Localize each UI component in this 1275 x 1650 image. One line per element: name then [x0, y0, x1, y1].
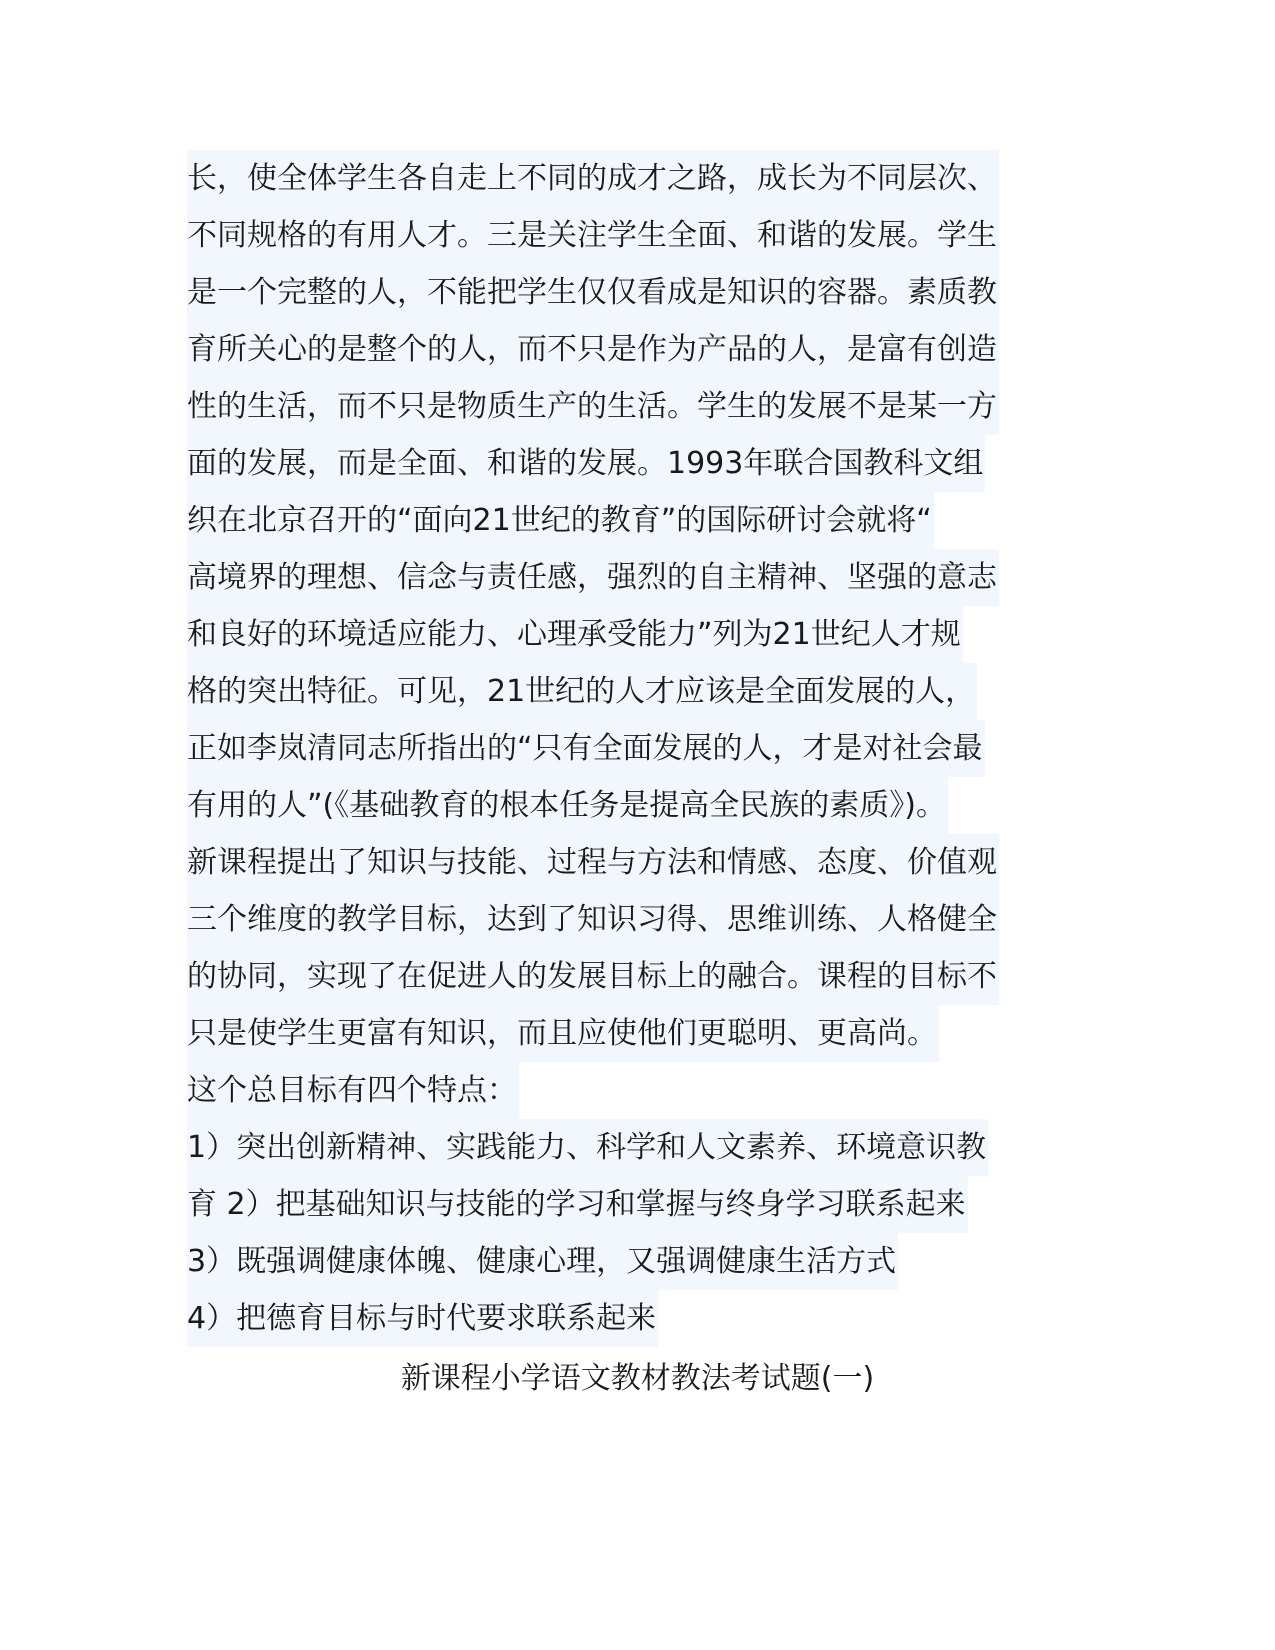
- text-line-6: [187, 435, 1087, 492]
- text-line-13: [187, 834, 1087, 891]
- list-item-1: [187, 1119, 1087, 1176]
- text-line-16: [187, 1005, 1087, 1062]
- text-line-12-content: 有用的人”(《基础教育的根本任务是提高全民族的素质》)。: [187, 777, 948, 834]
- text-line-5: [187, 378, 1087, 435]
- list-item-3-content: 3）既强调健康体魄、健康心理，又强调健康生活方式: [187, 1233, 898, 1290]
- text-line-8-content: 高境界的理想、信念与责任感，强烈的自主精神、坚强的意志: [187, 549, 999, 606]
- text-line-3-content: 是一个完整的人，不能把学生仅仅看成是知识的容器。素质教: [187, 264, 999, 321]
- text-line-6-content: 面的发展，而是全面、和谐的发展。1993年联合国教科文组: [187, 435, 985, 492]
- text-line-11: [187, 720, 1087, 777]
- list-item-1-content: 1）突出创新精神、实践能力、科学和人文素养、环境意识教: [187, 1119, 988, 1176]
- text-line-7-content: 织在北京召开的“面向21世纪的教育”的国际研讨会就将“: [187, 492, 934, 549]
- text-line-3: [187, 264, 1087, 321]
- text-line-16-content: 只是使学生更富有知识，而且应使他们更聪明、更高尚。: [187, 1005, 939, 1062]
- text-line-11-content: 正如李岚清同志所指出的“只有全面发展的人，才是对社会最: [187, 720, 985, 777]
- text-line-10-content: 格的突出特征。可见，21世纪的人才应该是全面发展的人，: [187, 663, 977, 720]
- text-line-1: [187, 150, 1087, 207]
- text-line-14: [187, 891, 1087, 948]
- body-text: [187, 150, 1087, 1347]
- text-line-5-content: 性的生活，而不只是物质生产的生活。学生的发展不是某一方: [187, 378, 999, 435]
- list-item-2: [187, 1176, 1087, 1233]
- text-line-15-content: 的协同，实现了在促进人的发展目标上的融合。课程的目标不: [187, 948, 999, 1005]
- text-line-13-content: 新课程提出了知识与技能、过程与方法和情感、态度、价值观: [187, 834, 999, 891]
- list-item-2-content: 育 2）把基础知识与技能的学习和掌握与终身学习联系起来: [187, 1176, 968, 1233]
- text-line-7: [187, 492, 1087, 549]
- text-line-15: [187, 948, 1087, 1005]
- text-line-2: [187, 207, 1087, 264]
- list-item-4-content: 4）把德育目标与时代要求联系起来: [187, 1290, 658, 1347]
- text-line-1-content: 长，使全体学生各自走上不同的成才之路，成长为不同层次、: [187, 150, 999, 207]
- text-line-9: [187, 606, 1087, 663]
- text-line-10: [187, 663, 1087, 720]
- section-title: 新课程小学语文教材教法考试题(一): [400, 1361, 875, 1396]
- text-line-17: [187, 1062, 1087, 1119]
- text-line-4: [187, 321, 1087, 378]
- text-line-8: [187, 549, 1087, 606]
- text-line-4-content: 育所关心的是整个的人，而不只是作为产品的人，是富有创造: [187, 321, 999, 378]
- text-line-14-content: 三个维度的教学目标，达到了知识习得、思维训练、人格健全: [187, 891, 999, 948]
- list-item-3: [187, 1233, 1087, 1290]
- text-line-12: [187, 777, 1087, 834]
- text-line-17-content: 这个总目标有四个特点：: [187, 1062, 519, 1119]
- text-line-2-content: 不同规格的有用人才。三是关注学生全面、和谐的发展。学生: [187, 207, 999, 264]
- list-item-4: [187, 1290, 1087, 1347]
- text-line-9-content: 和良好的环境适应能力、心理承受能力”列为21世纪人才规: [187, 606, 963, 663]
